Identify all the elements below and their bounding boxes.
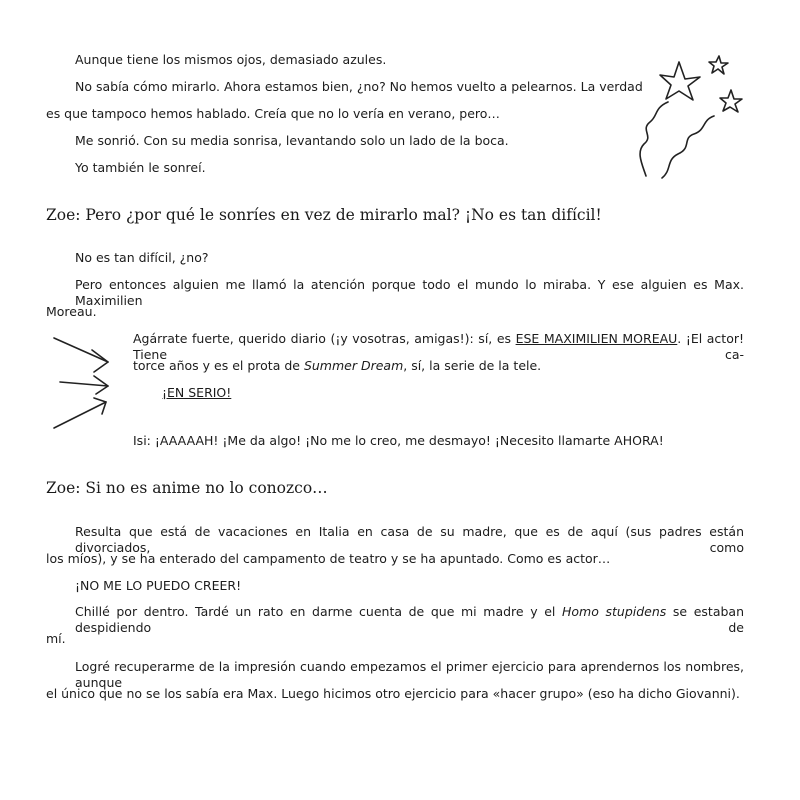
diary-exclamation: ¡EN SERIO! xyxy=(162,385,232,400)
isi-comment: Isi: ¡AAAAAH! ¡Me da algo! ¡No me lo creo, me desmayo! ¡Necesito llamarte AHORA! xyxy=(133,433,664,448)
stars-doodle-icon xyxy=(636,50,746,185)
paragraph-line: los míos), y se ha enterado del campamento de teatro y se ha apuntado. Como es actor… xyxy=(46,551,611,566)
paragraph-line: Logré recuperarme de la impresión cuando empezamos el primer ejercicio para aprendernos los nombres, aunque xyxy=(75,659,744,690)
paragraph-line: Yo también le sonreí. xyxy=(75,160,206,175)
paragraph-line: Pero entonces alguien me llamó la atención porque todo el mundo lo miraba. Y ese alguien es Max. Maximilien xyxy=(75,277,744,308)
zoe-comment-heading: Zoe: Pero ¿por qué le sonríes en vez de mirarlo mal? ¡No es tan difícil! xyxy=(46,206,602,224)
highlighted-name: ESE MAXIMILIEN MOREAU xyxy=(515,331,678,346)
paragraph-line: Resulta que está de vacaciones en Italia en casa de su madre, que es de aquí (sus padres están divorciados, como xyxy=(75,524,744,555)
paragraph-line: Aunque tiene los mismos ojos, demasiado azules. xyxy=(75,52,387,67)
zoe-comment-heading: Zoe: Si no es anime no lo conozco… xyxy=(46,479,328,497)
paragraph-line: ¡NO ME LO PUEDO CREER! xyxy=(75,578,242,593)
paragraph-line: No sabía cómo mirarlo. Ahora estamos bien, ¿no? No hemos vuelto a pelearnos. La verdad xyxy=(75,79,643,94)
paragraph-line: Moreau. xyxy=(46,304,97,319)
arrows-doodle-icon xyxy=(48,330,118,435)
paragraph-line: Me sonrió. Con su media sonrisa, levantando solo un lado de la boca. xyxy=(75,133,509,148)
paragraph-line: No es tan difícil, ¿no? xyxy=(75,250,209,265)
diary-line: Agárrate fuerte, querido diario (¡y vosotras, amigas!): sí, es ESE MAXIMILIEN MOREAU. ¡El actor! Tiene ca- xyxy=(133,331,744,362)
diary-line: torce años y es el prota de Summer Dream, sí, la serie de la tele. xyxy=(133,358,542,373)
paragraph-line: es que tampoco hemos hablado. Creía que no lo vería en verano, pero… xyxy=(46,106,500,121)
paragraph-line: el único que no se los sabía era Max. Luego hicimos otro ejercicio para «hacer grupo» (eso ha dicho Giovanni). xyxy=(46,686,740,701)
paragraph-line: mí. xyxy=(46,631,66,646)
paragraph-line: Chillé por dentro. Tardé un rato en darme cuenta de que mi madre y el Homo stupidens se estaban despidiendo de xyxy=(75,604,745,635)
